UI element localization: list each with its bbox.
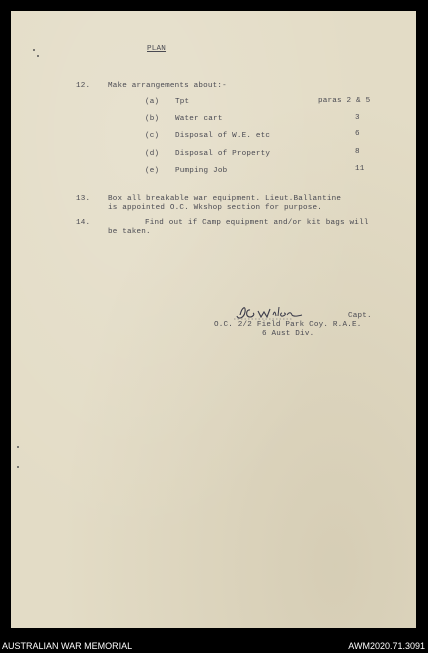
- subitem-text: Disposal of W.E. etc: [175, 132, 271, 140]
- punch-mark: [17, 466, 19, 468]
- signature-unit: 6 Aust Div.: [262, 330, 315, 338]
- subitem-ref: 3: [355, 114, 360, 122]
- footer-accession-number: AWM2020.71.3091: [348, 641, 425, 651]
- subitem-letter: (c): [145, 132, 160, 140]
- punch-mark: [33, 49, 35, 51]
- item-number: 14.: [76, 219, 91, 227]
- subitem-text: Pumping Job: [175, 167, 228, 175]
- subitem-letter: (b): [145, 115, 160, 123]
- document-title: PLAN: [147, 45, 167, 53]
- handwritten-signature: [234, 303, 304, 323]
- footer-institution: AUSTRALIAN WAR MEMORIAL: [2, 641, 133, 651]
- subitem-text: Water cart: [175, 115, 223, 123]
- subitem-ref: 8: [355, 148, 360, 156]
- item-text-line: be taken.: [108, 228, 151, 236]
- subitem-ref: paras 2 & 5: [318, 97, 371, 105]
- subitem-letter: (a): [145, 98, 160, 106]
- item-number: 12.: [76, 82, 91, 90]
- item-text-line: Find out if Camp equipment and/or kit bags will: [145, 219, 369, 227]
- punch-mark: [17, 446, 19, 448]
- subitem-text: Disposal of Property: [175, 150, 271, 158]
- punch-mark: [37, 55, 39, 57]
- signature-rank: Capt.: [348, 312, 372, 320]
- subitem-ref: 6: [355, 130, 360, 138]
- item-text-line: is appointed O.C. Wkshop section for purpose.: [108, 204, 323, 212]
- subitem-ref: 11: [355, 165, 365, 173]
- item-heading: Make arrangements about:-: [108, 82, 227, 90]
- signature-title: O.C. 2/2 Field Park Coy. R.A.E.: [214, 321, 362, 329]
- subitem-text: Tpt: [175, 98, 190, 106]
- subitem-letter: (e): [145, 167, 160, 175]
- subitem-letter: (d): [145, 150, 160, 158]
- item-number: 13.: [76, 195, 91, 203]
- item-text-line: Box all breakable war equipment. Lieut.Ballantine: [108, 195, 342, 203]
